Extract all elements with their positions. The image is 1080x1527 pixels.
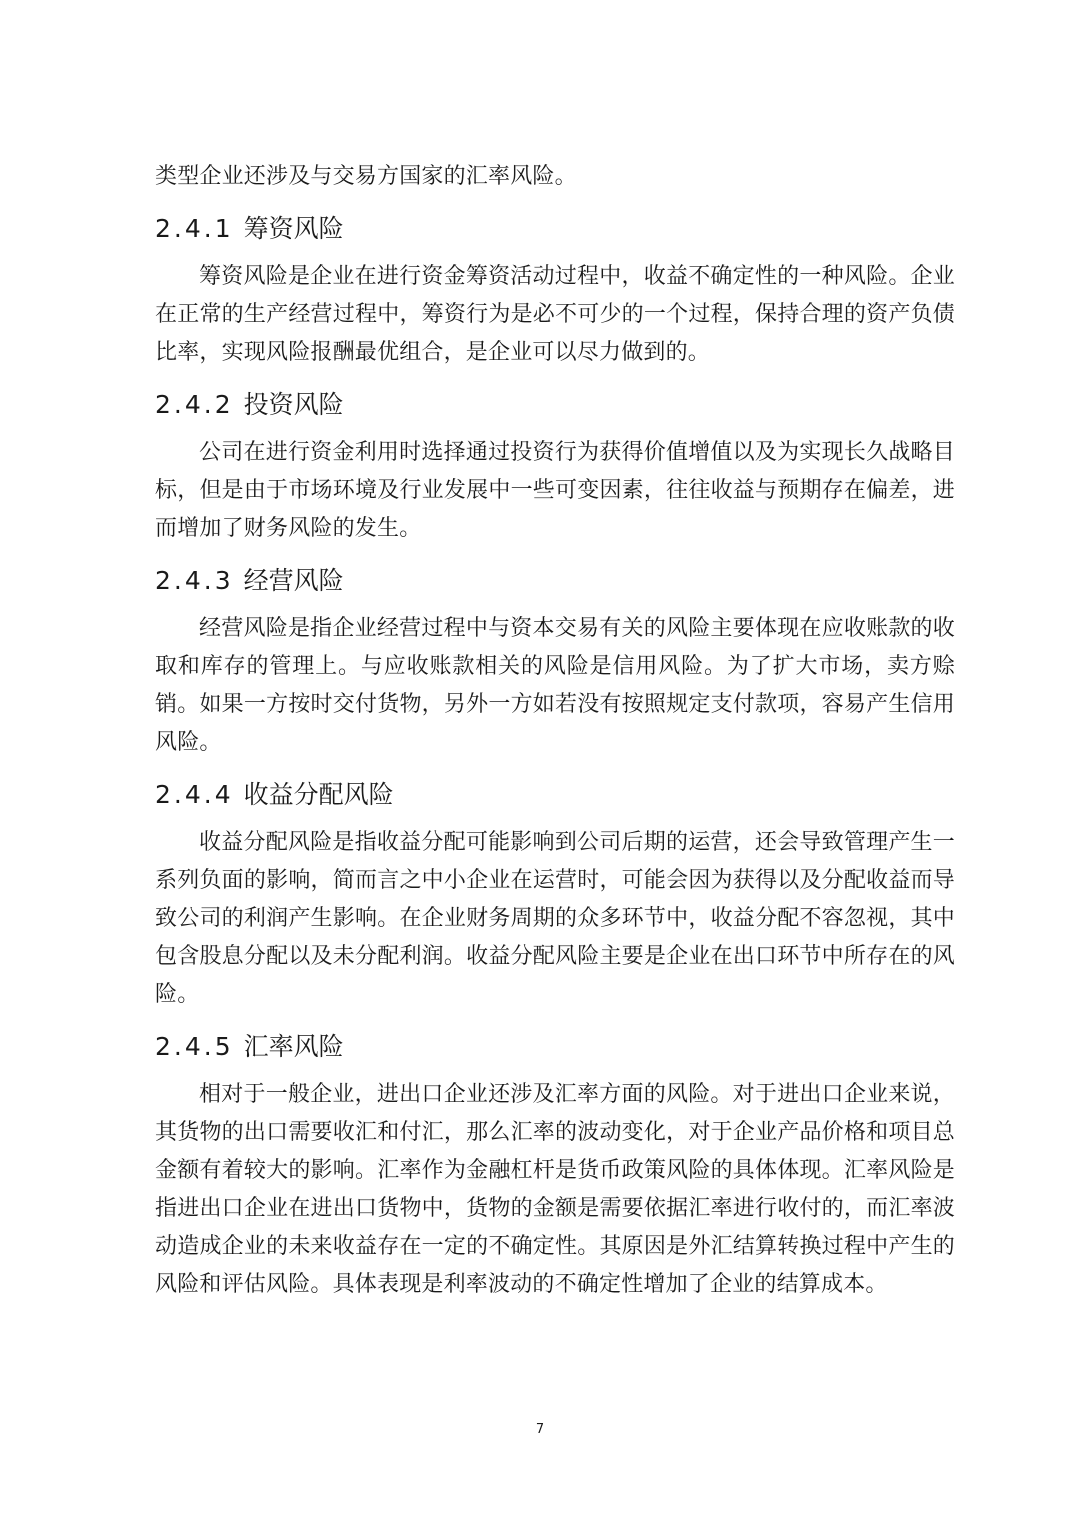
section-heading-2-4-5: [155, 1030, 955, 1064]
section-body-2-4-4: 收益分配风险是指收益分配可能影响到公司后期的运营，还会导致管理产生一系列负面的影响，简而言之中小企业在运营时，可能会因为获得以及分配收益而导致公司的利润产生影响。在企业财务周期的众多环节中，收益分配不容忽视，其中包含股息分配以及未分配利润。收益分配风险主要是企业在出口环节中所存在的风险。: [155, 830, 955, 1007]
section-number: 2.4.1: [155, 214, 234, 243]
document-page: [155, 158, 955, 1304]
section-number: 2.4.3: [155, 566, 234, 595]
section-number: 2.4.2: [155, 390, 234, 419]
section-number: 2.4.4: [155, 780, 234, 809]
section-title: 汇率风险: [243, 1032, 344, 1061]
section-body-2-4-2: 公司在进行资金利用时选择通过投资行为获得价值增值以及为实现长久战略目标，但是由于市场环境及行业发展中一些可变因素，往往收益与预期存在偏差，进而增加了财务风险的发生。: [155, 440, 955, 541]
section-title: 筹资风险: [243, 214, 344, 243]
intro-paragraph: 类型企业还涉及与交易方国家的汇率风险。: [155, 164, 577, 189]
section-body-2-4-1: 筹资风险是企业在进行资金筹资活动过程中，收益不确定性的一种风险。企业在正常的生产经营过程中，筹资行为是必不可少的一个过程，保持合理的资产负债比率，实现风险报酬最优组合，是企业可以尽力做到的。: [155, 264, 955, 365]
section-heading-2-4-2: [155, 388, 955, 422]
section-body-2-4-3: 经营风险是指企业经营过程中与资本交易有关的风险主要体现在应收账款的收取和库存的管理上。与应收账款相关的风险是信用风险。为了扩大市场，卖方赊销。如果一方按时交付货物，另外一方如若没有按照规定支付款项，容易产生信用风险。: [155, 616, 955, 755]
section-heading-2-4-1: [155, 212, 955, 246]
section-heading-2-4-4: [155, 778, 955, 812]
section-number: 2.4.5: [155, 1032, 234, 1061]
section-heading-2-4-3: [155, 564, 955, 598]
section-title: 收益分配风险: [243, 780, 394, 809]
section-title: 投资风险: [243, 390, 344, 419]
page-number: 7: [535, 1422, 545, 1437]
section-body-2-4-5: 相对于一般企业，进出口企业还涉及汇率方面的风险。对于进出口企业来说，其货物的出口需要收汇和付汇，那么汇率的波动变化，对于企业产品价格和项目总金额有着较大的影响。汇率作为金融杠杆是货币政策风险的具体体现。汇率风险是指进出口企业在进出口货物中，货物的金额是需要依据汇率进行收付的，而汇率波动造成企业的未来收益存在一定的不确定性。其原因是外汇结算转换过程中产生的风险和评估风险。具体表现是利率波动的不确定性增加了企业的结算成本。: [155, 1082, 955, 1297]
section-title: 经营风险: [243, 566, 344, 595]
